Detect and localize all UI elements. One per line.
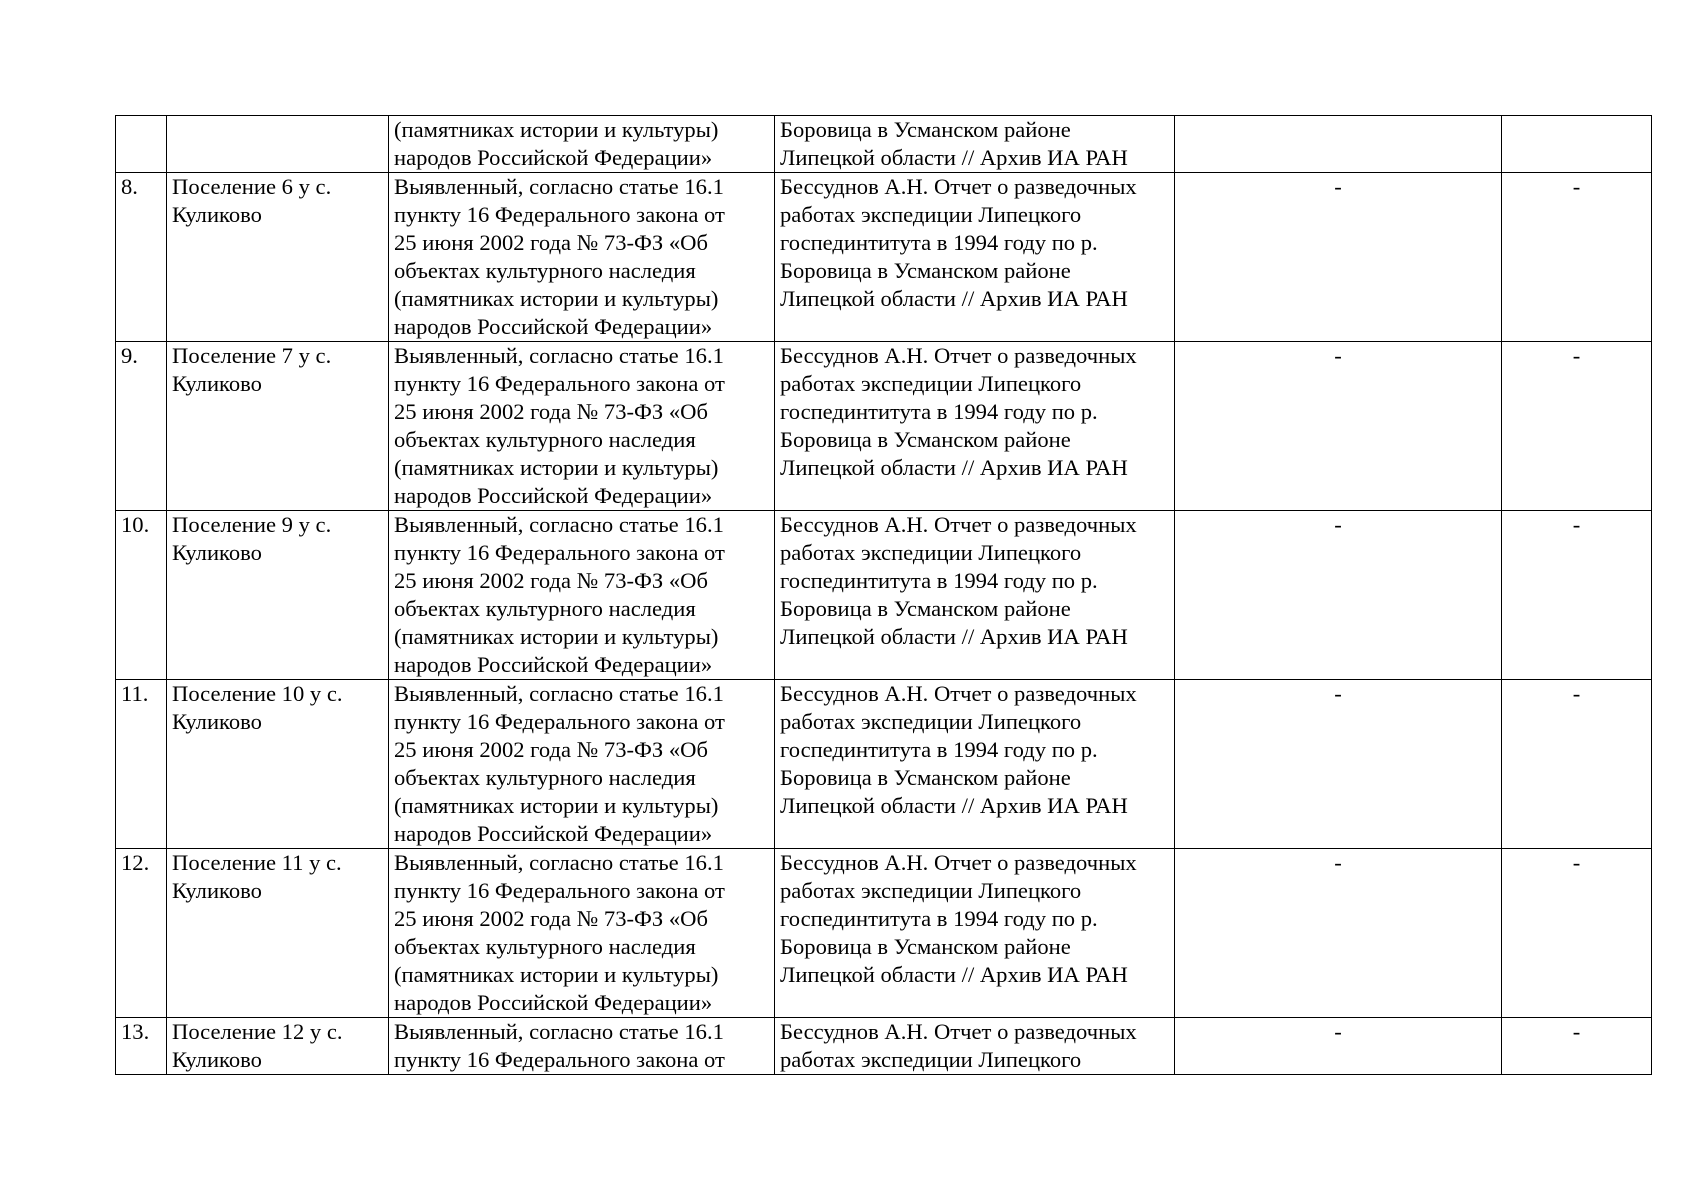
row-number — [116, 116, 167, 173]
object-name: Поселение 12 у с. Куликово — [167, 1018, 389, 1075]
source-reference: Бессуднов А.Н. Отчет о разведочных работах экспедиции Липецкого госпединтитута в 1994 году по р. Боровица в Усманском районе Липецкой области // Архив ИА РАН — [775, 511, 1175, 680]
row-number: 8. — [116, 173, 167, 342]
object-name — [167, 116, 389, 173]
column-6-value — [1502, 116, 1652, 173]
column-6-value: - — [1502, 1018, 1652, 1075]
row-number: 10. — [116, 511, 167, 680]
legal-basis: Выявленный, согласно статье 16.1 пункту 16 Федерального закона от 25 июня 2002 года № 73-ФЗ «Об объектах культурного наследия (памятниках истории и культуры) народов Российской Федерации» — [389, 680, 775, 849]
column-6-value: - — [1502, 680, 1652, 849]
column-6-value: - — [1502, 342, 1652, 511]
column-5-value: - — [1175, 342, 1502, 511]
object-name: Поселение 7 у с. Куликово — [167, 342, 389, 511]
source-reference: Бессуднов А.Н. Отчет о разведочных работах экспедиции Липецкого госпединтитута в 1994 году по р. Боровица в Усманском районе Липецкой области // Архив ИА РАН — [775, 173, 1175, 342]
table-row — [116, 1018, 1652, 1075]
table-row — [116, 849, 1652, 1018]
object-name: Поселение 9 у с. Куликово — [167, 511, 389, 680]
table-row — [116, 173, 1652, 342]
table-row — [116, 511, 1652, 680]
object-name: Поселение 10 у с. Куликово — [167, 680, 389, 849]
column-5-value: - — [1175, 680, 1502, 849]
source-reference: Бессуднов А.Н. Отчет о разведочных работах экспедиции Липецкого госпединтитута в 1994 году по р. Боровица в Усманском районе Липецкой области // Архив ИА РАН — [775, 342, 1175, 511]
column-5-value: - — [1175, 173, 1502, 342]
column-5-value — [1175, 116, 1502, 173]
object-name: Поселение 11 у с. Куликово — [167, 849, 389, 1018]
row-number: 12. — [116, 849, 167, 1018]
legal-basis: Выявленный, согласно статье 16.1 пункту 16 Федерального закона от 25 июня 2002 года № 73-ФЗ «Об объектах культурного наследия (памятниках истории и культуры) народов Российской Федерации» — [389, 173, 775, 342]
column-5-value: - — [1175, 1018, 1502, 1075]
legal-basis: (памятниках истории и культуры) народов Российской Федерации» — [389, 116, 775, 173]
legal-basis: Выявленный, согласно статье 16.1 пункту 16 Федерального закона от 25 июня 2002 года № 73-ФЗ «Об объектах культурного наследия (памятниках истории и культуры) народов Российской Федерации» — [389, 342, 775, 511]
source-reference: Бессуднов А.Н. Отчет о разведочных работах экспедиции Липецкого — [775, 1018, 1175, 1075]
column-5-value: - — [1175, 849, 1502, 1018]
table-row — [116, 116, 1652, 173]
column-6-value: - — [1502, 849, 1652, 1018]
column-6-value: - — [1502, 173, 1652, 342]
object-name: Поселение 6 у с. Куликово — [167, 173, 389, 342]
legal-basis: Выявленный, согласно статье 16.1 пункту 16 Федерального закона от 25 июня 2002 года № 73-ФЗ «Об объектах культурного наследия (памятниках истории и культуры) народов Российской Федерации» — [389, 849, 775, 1018]
row-number: 13. — [116, 1018, 167, 1075]
source-reference: Боровица в Усманском районе Липецкой области // Архив ИА РАН — [775, 116, 1175, 173]
monuments-table — [115, 115, 1652, 1075]
row-number: 11. — [116, 680, 167, 849]
column-5-value: - — [1175, 511, 1502, 680]
source-reference: Бессуднов А.Н. Отчет о разведочных работах экспедиции Липецкого госпединтитута в 1994 году по р. Боровица в Усманском районе Липецкой области // Архив ИА РАН — [775, 849, 1175, 1018]
row-number: 9. — [116, 342, 167, 511]
source-reference: Бессуднов А.Н. Отчет о разведочных работах экспедиции Липецкого госпединтитута в 1994 году по р. Боровица в Усманском районе Липецкой области // Архив ИА РАН — [775, 680, 1175, 849]
legal-basis: Выявленный, согласно статье 16.1 пункту 16 Федерального закона от 25 июня 2002 года № 73-ФЗ «Об объектах культурного наследия (памятниках истории и культуры) народов Российской Федерации» — [389, 511, 775, 680]
column-6-value: - — [1502, 511, 1652, 680]
table-row — [116, 342, 1652, 511]
table-row — [116, 680, 1652, 849]
legal-basis: Выявленный, согласно статье 16.1 пункту 16 Федерального закона от — [389, 1018, 775, 1075]
